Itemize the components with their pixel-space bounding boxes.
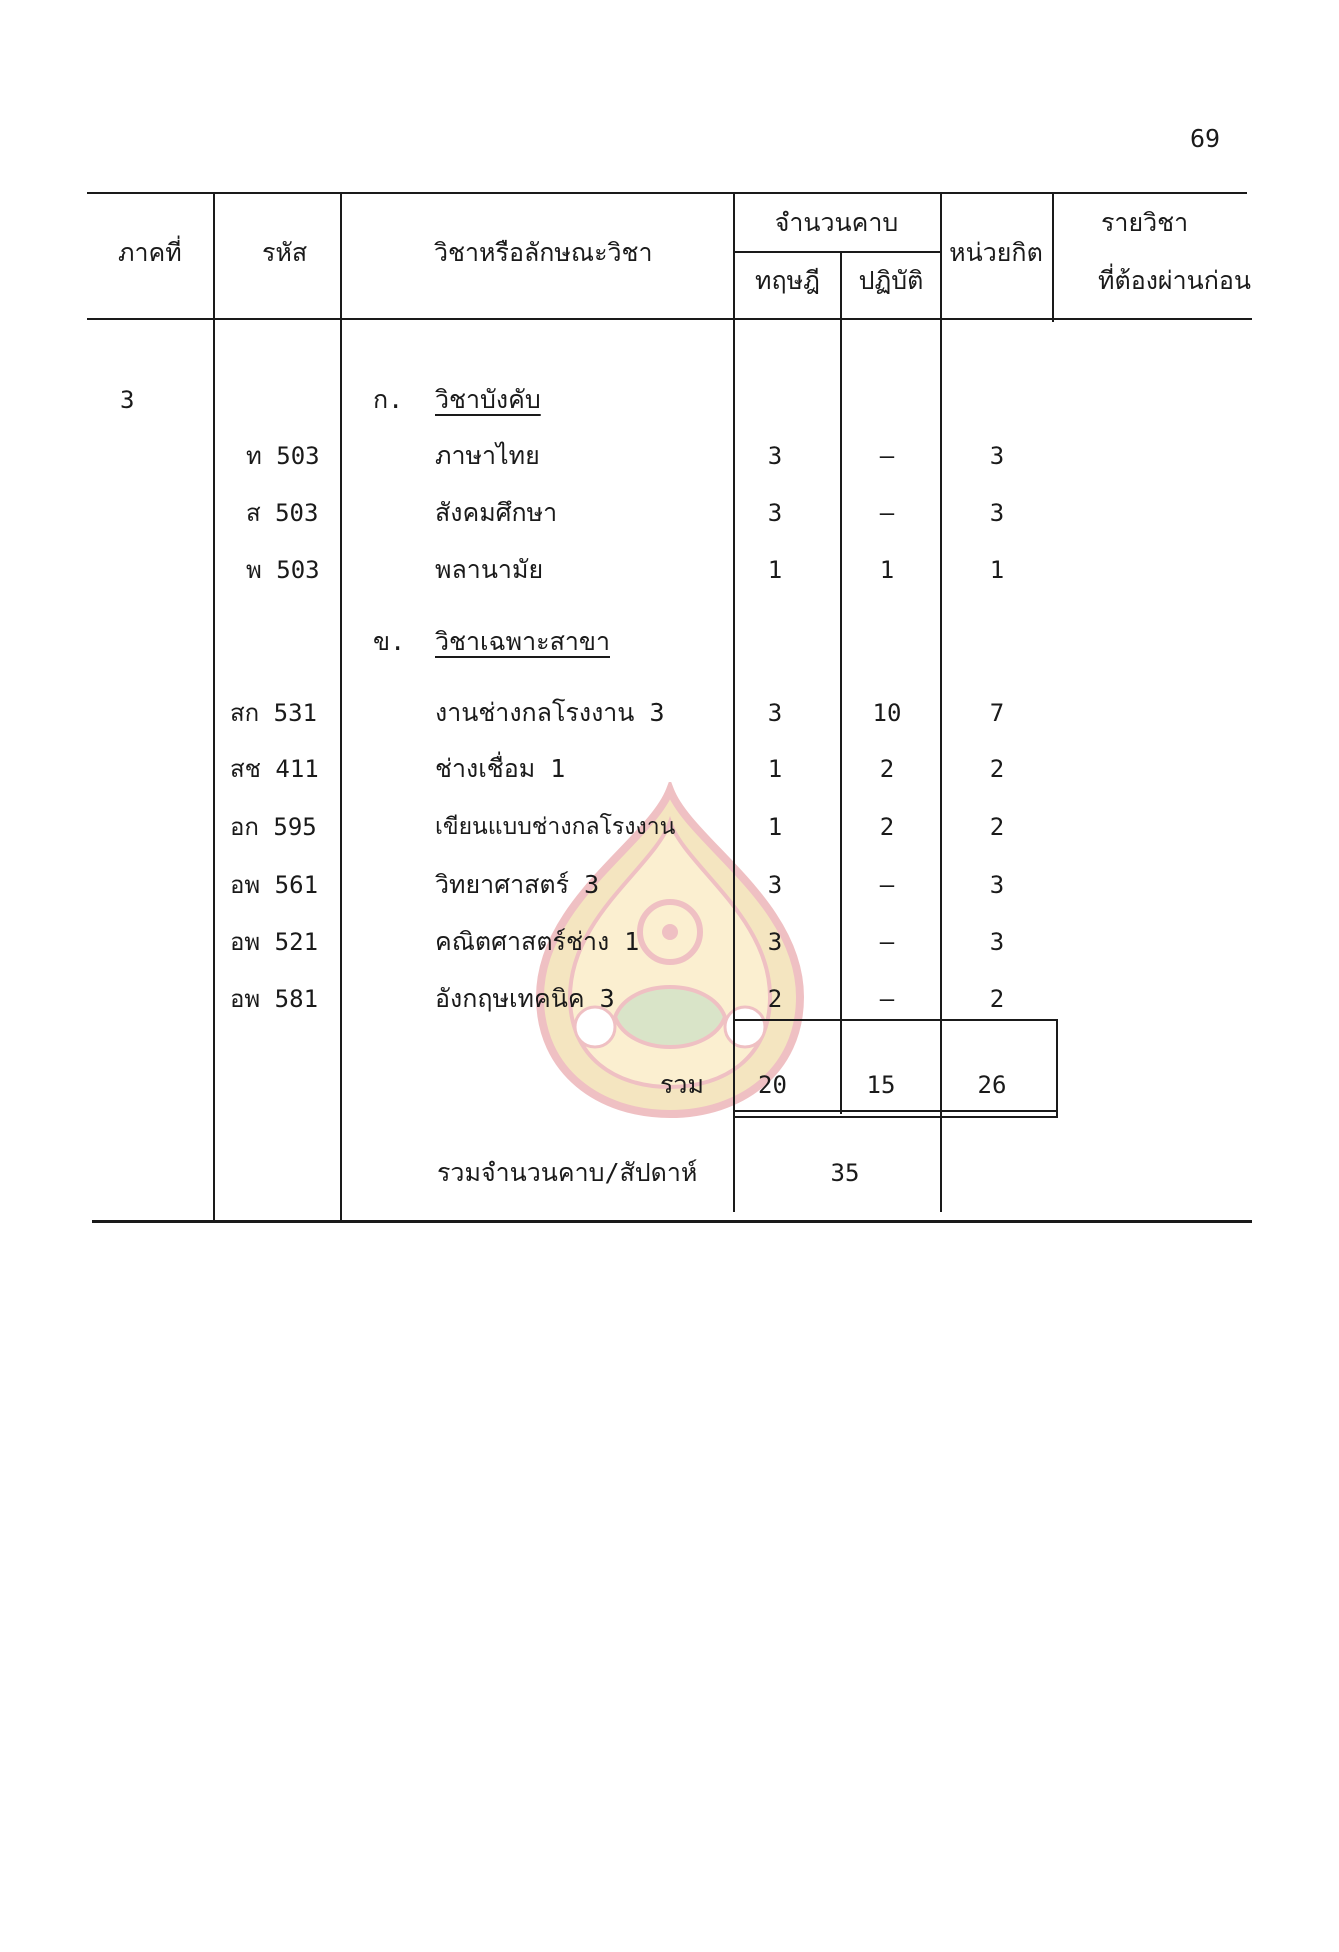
header-code: รหัส <box>262 238 308 267</box>
section-b-marker: ข. <box>373 627 406 656</box>
practice-value: – <box>879 442 895 470</box>
header-theory: ทฤษฎี <box>755 266 820 295</box>
course-name: ภาษาไทย <box>435 441 540 470</box>
theory-value: 1 <box>767 556 783 584</box>
col-rule-semester <box>213 192 215 1222</box>
course-name: วิทยาศาสตร์ 3 <box>435 870 600 899</box>
theory-value: 3 <box>767 499 783 527</box>
course-name: คณิตศาสตร์ช่าง 1 <box>435 927 640 956</box>
header-bottom-rule <box>87 318 1252 320</box>
total-label: รวม <box>660 1070 704 1099</box>
table-bottom-rule <box>92 1220 1252 1223</box>
total-top-rule <box>733 1019 1058 1021</box>
credits-value: 2 <box>989 985 1005 1013</box>
theory-value: 3 <box>767 442 783 470</box>
col-rule-credits <box>1052 192 1054 322</box>
course-name: พลานามัย <box>435 555 544 584</box>
course-name: เขียนแบบช่างกลโรงงาน <box>435 814 676 840</box>
theory-value: 3 <box>767 871 783 899</box>
practice-value: 2 <box>879 813 895 841</box>
weekly-periods-value: 35 <box>830 1159 860 1187</box>
course-code: อก 595 <box>230 813 317 841</box>
credits-value: 2 <box>989 755 1005 783</box>
course-code: ท 503 <box>246 442 320 470</box>
course-code: สก 531 <box>230 699 317 727</box>
total-theory: 20 <box>758 1071 787 1099</box>
section-a-title: วิชาบังคับ <box>435 385 541 414</box>
semester-value: 3 <box>120 386 135 414</box>
course-code: ส 503 <box>246 499 319 527</box>
theory-value: 3 <box>767 928 783 956</box>
total-credits: 26 <box>977 1071 1007 1099</box>
header-semester: ภาคที่ <box>118 238 182 267</box>
theory-value: 2 <box>767 985 783 1013</box>
credits-value: 3 <box>989 928 1005 956</box>
header-periods: จำนวนคาบ <box>774 208 899 237</box>
practice-value: – <box>879 985 895 1013</box>
course-name: อังกฤษเทคนิค 3 <box>435 984 615 1013</box>
theory-value: 1 <box>767 813 783 841</box>
practice-value: – <box>879 499 895 527</box>
section-a-marker: ก. <box>373 385 404 414</box>
credits-value: 2 <box>989 813 1005 841</box>
section-b-title: วิชาเฉพาะสาขา <box>435 627 610 656</box>
col-rule-credits-total <box>1056 1019 1058 1118</box>
credits-value: 3 <box>989 871 1005 899</box>
header-credits: หน่วยกิต <box>949 238 1043 267</box>
credits-value: 7 <box>989 699 1005 727</box>
periods-header-rule <box>733 251 940 253</box>
header-prereq-line1: รายวิชา <box>1101 208 1189 237</box>
course-name: ช่างเชื่อม 1 <box>435 754 566 783</box>
weekly-periods-label: รวมจำนวนคาบ/สัปดาห์ <box>437 1158 698 1187</box>
header-practice: ปฏิบัติ <box>858 266 924 295</box>
total-practice: 15 <box>866 1071 896 1099</box>
course-code: อพ 581 <box>230 985 319 1013</box>
practice-value: 10 <box>872 699 902 727</box>
course-name: งานช่างกลโรงงาน 3 <box>435 698 665 727</box>
practice-value: – <box>879 928 895 956</box>
practice-value: – <box>879 871 895 899</box>
total-bottom-rule-2 <box>733 1116 1058 1118</box>
practice-value: 1 <box>879 556 895 584</box>
header-subject: วิชาหรือลักษณะวิชา <box>434 238 653 267</box>
course-name: สังคมศึกษา <box>435 498 558 527</box>
total-bottom-rule <box>733 1110 1058 1112</box>
practice-value: 2 <box>879 755 895 783</box>
course-code: อพ 521 <box>230 928 319 956</box>
course-code: พ 503 <box>246 556 320 584</box>
credits-value: 1 <box>989 556 1005 584</box>
page-number: 69 <box>1190 124 1221 153</box>
course-code: สช 411 <box>230 755 319 783</box>
credits-value: 3 <box>989 499 1005 527</box>
course-code: อพ 561 <box>230 871 319 899</box>
credits-value: 3 <box>989 442 1005 470</box>
table-top-rule <box>87 192 1247 194</box>
col-rule-code <box>340 192 342 1222</box>
theory-value: 1 <box>767 755 783 783</box>
theory-value: 3 <box>767 699 783 727</box>
header-prereq-line2: ที่ต้องผ่านก่อน <box>1098 266 1251 295</box>
